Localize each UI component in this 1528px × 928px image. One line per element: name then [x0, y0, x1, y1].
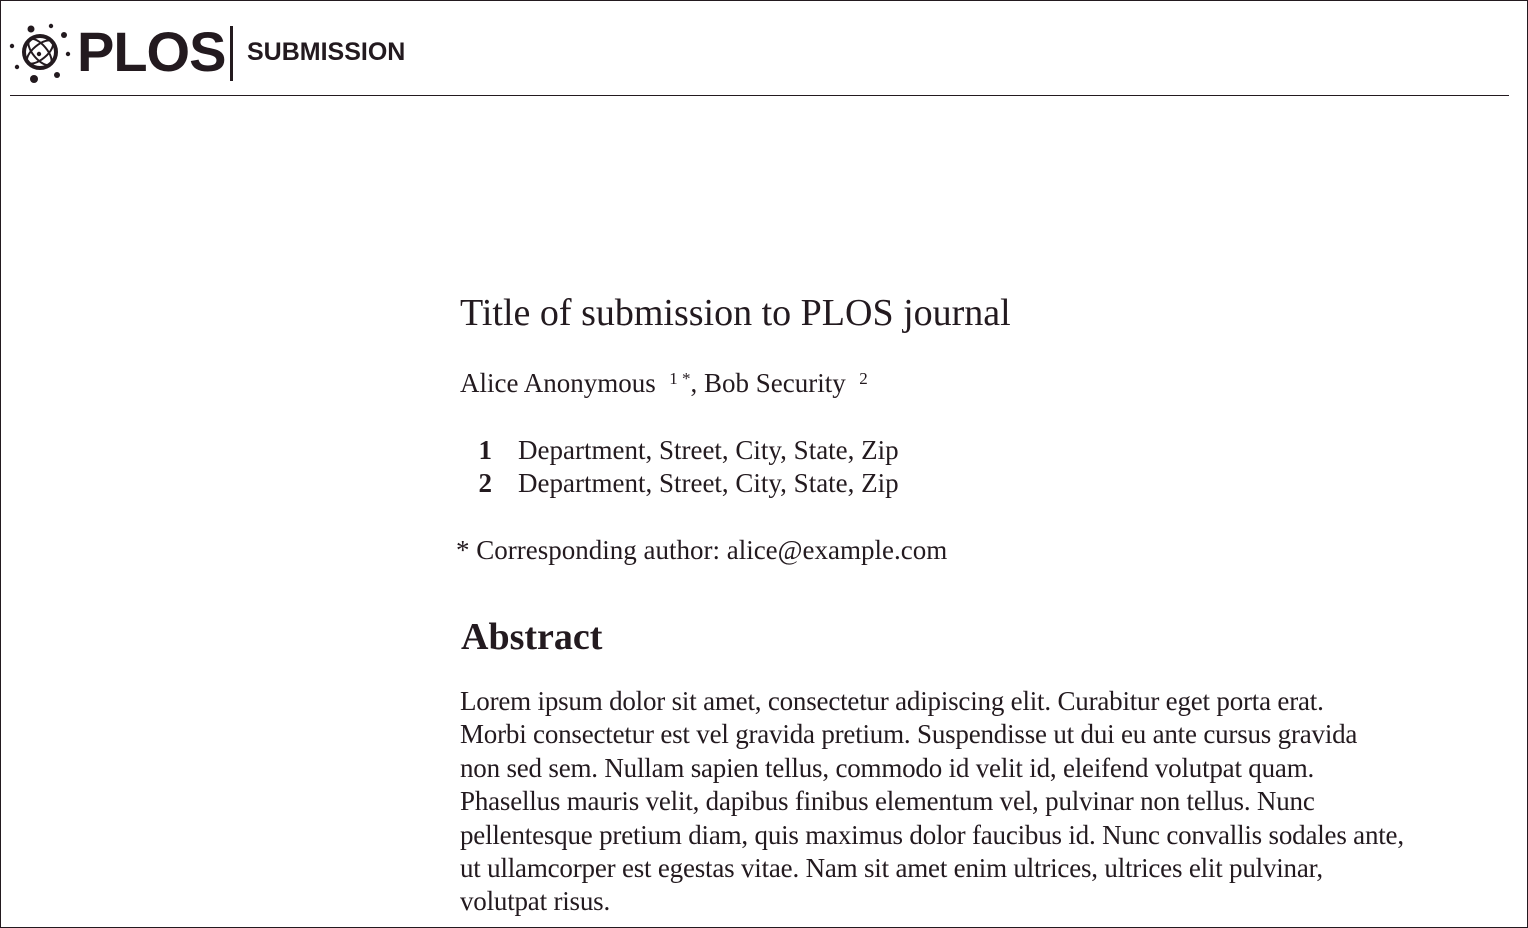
abstract-line: pellentesque pretium diam, quis maximus dolor faucibus id. Nunc convallis sodales ante,: [460, 819, 1404, 850]
brand-name: PLOS: [77, 20, 226, 83]
affiliation-text: Department, Street, City, State, Zip: [518, 435, 899, 465]
page-header: [1, 1, 1527, 96]
affiliation-item: [460, 434, 899, 467]
plos-globe-logo-icon: [9, 21, 71, 83]
author-marks: 2: [859, 369, 868, 388]
abstract-line: Lorem ipsum dolor sit amet, consectetur adipiscing elit. Curabitur eget porta erat.: [460, 686, 1324, 716]
author-separator: ,: [690, 368, 704, 398]
header-divider: [230, 26, 233, 81]
affiliation-item: [460, 467, 899, 500]
affiliation-text: Department, Street, City, State, Zip: [518, 468, 899, 498]
abstract-heading: Abstract: [461, 616, 603, 658]
author-list: [460, 367, 868, 399]
abstract-line: Phasellus mauris velit, dapibus finibus elementum vel, pulvinar non tellus. Nunc: [460, 786, 1315, 817]
paper-title: Title of submission to PLOS journal: [460, 292, 1011, 334]
abstract-line: volutpat risus.: [460, 886, 610, 917]
affiliation-list: [460, 434, 899, 500]
abstract-text: [460, 685, 1516, 919]
author-name: Bob Security: [704, 368, 846, 398]
affiliation-number: 2: [478, 468, 492, 498]
header-rule: [10, 95, 1509, 96]
abstract-line: ut ullamcorper est egestas vitae. Nam sit amet enim ultrices, ultrices elit pulvinar,: [460, 853, 1323, 884]
abstract-line: non sed sem. Nullam sapien tellus, commodo id velit id, eleifend volutpat quam.: [460, 752, 1315, 783]
abstract-line: Morbi consectetur est vel gravida pretium. Suspendisse ut dui eu ante cursus gravida: [460, 719, 1358, 750]
author-marks: 1 *: [669, 369, 691, 388]
corresponding-author: * Corresponding author: alice@example.com: [456, 535, 948, 565]
section-label: SUBMISSION: [247, 38, 406, 66]
author-name: Alice Anonymous: [460, 368, 656, 398]
affiliation-number: 1: [478, 435, 492, 465]
